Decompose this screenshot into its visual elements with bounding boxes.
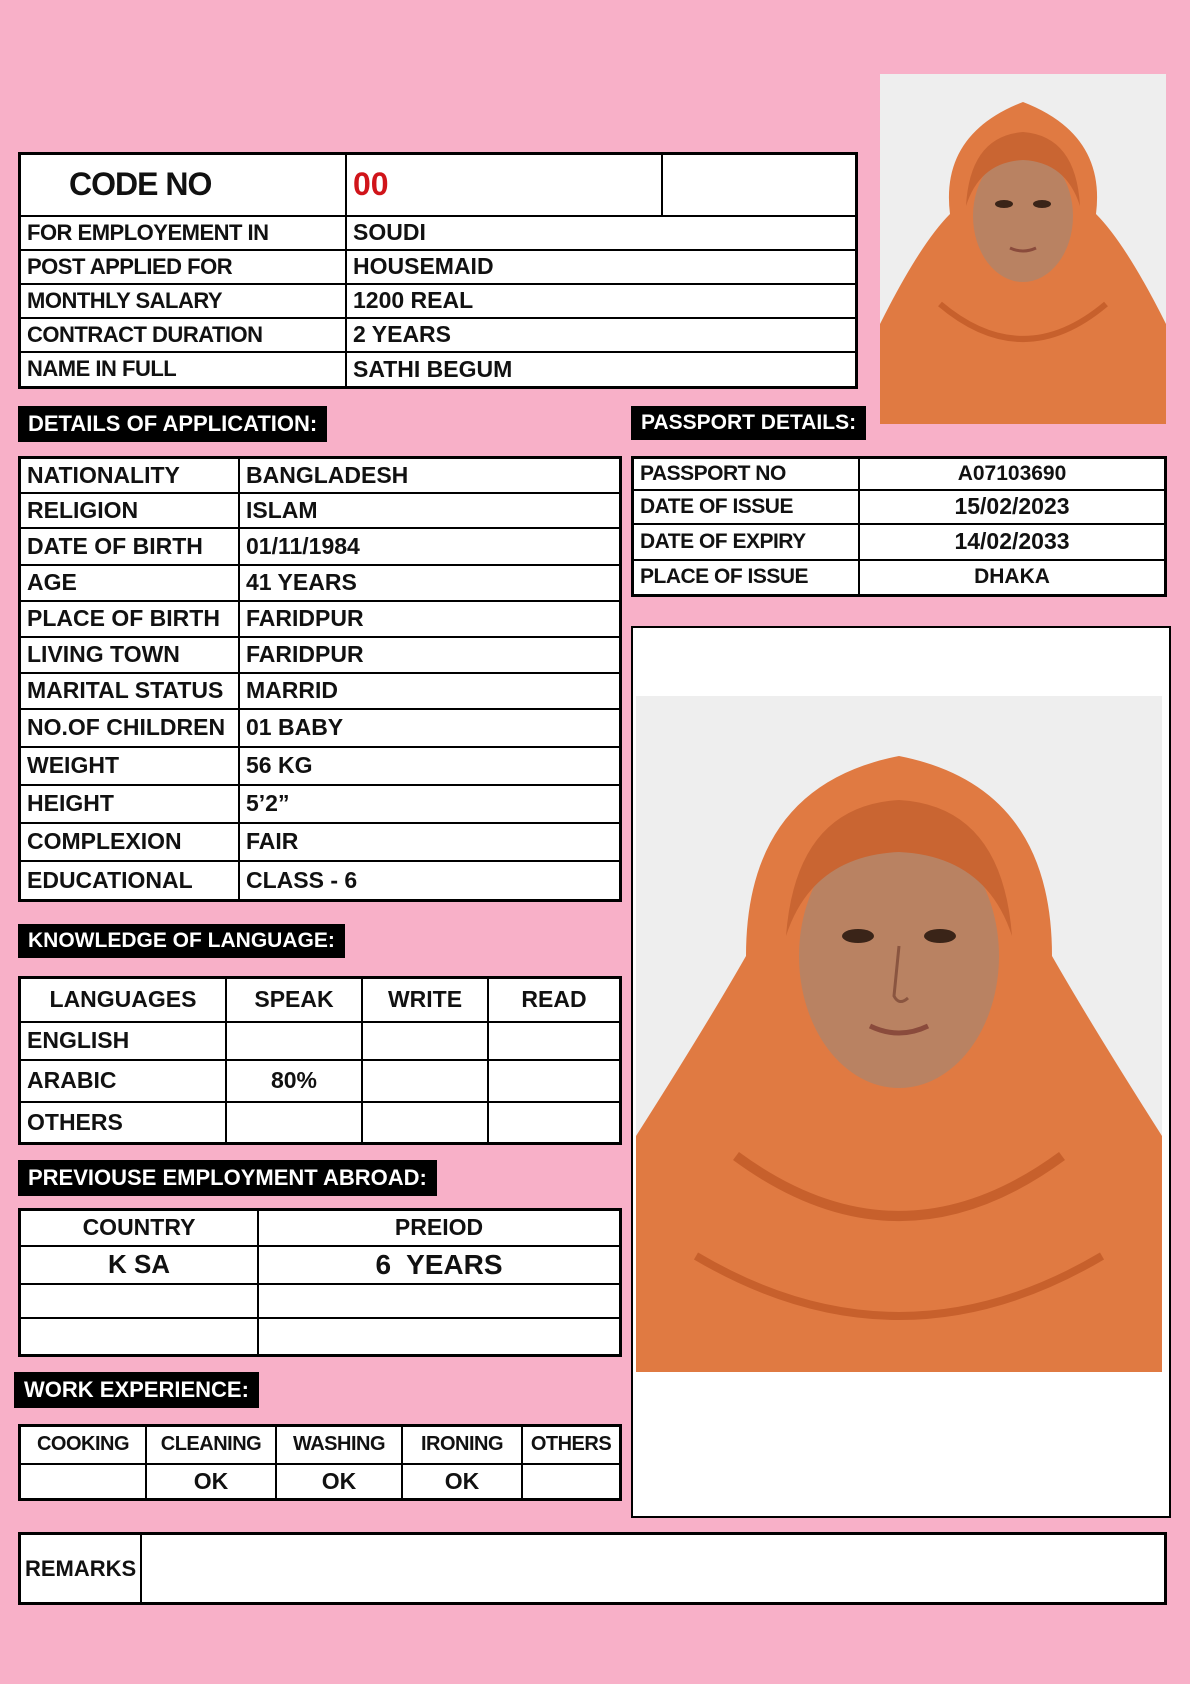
religion-label: RELIGION: [20, 493, 240, 528]
read-header: READ: [488, 978, 621, 1022]
place-of-birth-label: PLACE OF BIRTH: [20, 601, 240, 637]
language-english: ENGLISH: [20, 1022, 227, 1060]
remarks-table: [18, 1532, 1167, 1605]
marital-status-label: MARITAL STATUS: [20, 673, 240, 709]
passport-no-value: A07103690: [859, 458, 1166, 490]
work-table: [18, 1424, 622, 1501]
name-value: SATHI BEGUM: [346, 352, 857, 388]
language-section-label: KNOWLEDGE OF LANGUAGE:: [18, 924, 345, 958]
others-header: OTHERS: [522, 1426, 621, 1464]
passport-section-label: PASSPORT DETAILS:: [631, 406, 866, 440]
previous-period-3: [258, 1318, 621, 1356]
contract-label: CONTRACT DURATION: [20, 318, 347, 352]
religion-value: ISLAM: [239, 493, 621, 528]
speak-header: SPEAK: [226, 978, 362, 1022]
previous-country-2: [20, 1284, 259, 1318]
others-speak: [226, 1102, 362, 1144]
previous-period-1: 6 YEARS: [258, 1246, 621, 1284]
weight-label: WEIGHT: [20, 747, 240, 785]
nationality-label: NATIONALITY: [20, 458, 240, 493]
remarks-value: [141, 1534, 1165, 1604]
language-arabic: ARABIC: [20, 1060, 227, 1102]
previous-table: [18, 1208, 622, 1357]
children-label: NO.OF CHILDREN: [20, 709, 240, 747]
code-no-value: 00: [346, 154, 662, 216]
language-table: [18, 976, 622, 1145]
washing-value: OK: [276, 1464, 402, 1500]
languages-header: LANGUAGES: [20, 978, 227, 1022]
remarks-label: REMARKS: [20, 1534, 142, 1604]
children-value: 01 BABY: [239, 709, 621, 747]
cooking-value: [20, 1464, 147, 1500]
passport-no-label: PASSPORT NO: [633, 458, 860, 490]
cleaning-value: OK: [146, 1464, 276, 1500]
post-value: HOUSEMAID: [346, 250, 857, 284]
previous-period-2: [258, 1284, 621, 1318]
passport-table: [631, 456, 1167, 597]
arabic-read: [488, 1060, 621, 1102]
education-label: EDUCATIONAL: [20, 861, 240, 901]
others-value: [522, 1464, 621, 1500]
expiry-date-label: DATE OF EXPIRY: [633, 524, 860, 560]
ironing-value: OK: [402, 1464, 522, 1500]
living-town-label: LIVING TOWN: [20, 637, 240, 673]
english-speak: [226, 1022, 362, 1060]
issue-date-value: 15/02/2023: [859, 490, 1166, 524]
education-value: CLASS - 6: [239, 861, 621, 901]
header-table: [18, 152, 858, 389]
code-no-label: CODE NO: [20, 154, 347, 216]
arabic-speak: 80%: [226, 1060, 362, 1102]
employment-value: SOUDI: [346, 216, 857, 250]
previous-section-label: PREVIOUSE EMPLOYMENT ABROAD:: [18, 1160, 437, 1196]
previous-country-1: K SA: [20, 1246, 259, 1284]
small-photo: [880, 74, 1166, 424]
post-label: POST APPLIED FOR: [20, 250, 347, 284]
dob-label: DATE OF BIRTH: [20, 528, 240, 565]
code-no-extra: [662, 154, 857, 216]
arabic-write: [362, 1060, 488, 1102]
cooking-header: COOKING: [20, 1426, 147, 1464]
previous-country-3: [20, 1318, 259, 1356]
height-value: 5’2”: [239, 785, 621, 823]
marital-status-value: MARRID: [239, 673, 621, 709]
period-header: PREIOD: [258, 1210, 621, 1246]
write-header: WRITE: [362, 978, 488, 1022]
issue-place-value: DHAKA: [859, 560, 1166, 596]
complexion-value: FAIR: [239, 823, 621, 861]
name-label: NAME IN FULL: [20, 352, 347, 388]
work-section-label: WORK EXPERIENCE:: [14, 1372, 259, 1408]
issue-place-label: PLACE OF ISSUE: [633, 560, 860, 596]
age-value: 41 YEARS: [239, 565, 621, 601]
language-others: OTHERS: [20, 1102, 227, 1144]
salary-value: 1200 REAL: [346, 284, 857, 318]
issue-date-label: DATE OF ISSUE: [633, 490, 860, 524]
weight-value: 56 KG: [239, 747, 621, 785]
age-label: AGE: [20, 565, 240, 601]
dob-value: 01/11/1984: [239, 528, 621, 565]
height-label: HEIGHT: [20, 785, 240, 823]
full-photo: [636, 696, 1162, 1372]
others-read: [488, 1102, 621, 1144]
cleaning-header: CLEANING: [146, 1426, 276, 1464]
others-write: [362, 1102, 488, 1144]
application-section-label: DETAILS OF APPLICATION:: [18, 406, 327, 442]
complexion-label: COMPLEXION: [20, 823, 240, 861]
nationality-value: BANGLADESH: [239, 458, 621, 493]
country-header: COUNTRY: [20, 1210, 259, 1246]
washing-header: WASHING: [276, 1426, 402, 1464]
application-table: [18, 456, 622, 902]
employment-label: FOR EMPLOYEMENT IN: [20, 216, 347, 250]
place-of-birth-value: FARIDPUR: [239, 601, 621, 637]
living-town-value: FARIDPUR: [239, 637, 621, 673]
english-read: [488, 1022, 621, 1060]
salary-label: MONTHLY SALARY: [20, 284, 347, 318]
ironing-header: IRONING: [402, 1426, 522, 1464]
expiry-date-value: 14/02/2033: [859, 524, 1166, 560]
english-write: [362, 1022, 488, 1060]
contract-value: 2 YEARS: [346, 318, 857, 352]
